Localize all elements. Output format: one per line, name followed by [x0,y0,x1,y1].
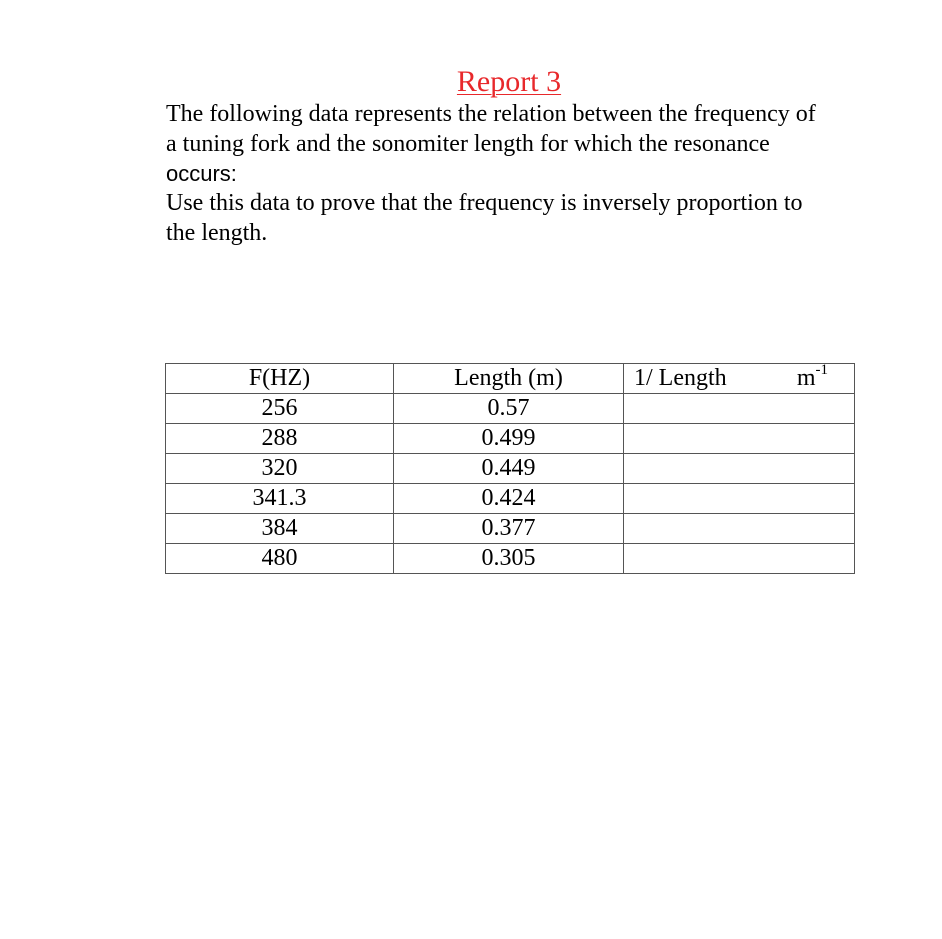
header-frequency: F(HZ) [166,364,394,394]
cell-length: 0.424 [394,484,624,514]
table-row [166,454,855,484]
intro-paragraph [166,100,866,189]
cell-inverse [624,544,855,574]
header-inverse-unit-exponent: -1 [815,362,828,378]
intro-line-1: The following data represents the relation between the frequency of [166,101,816,127]
cell-length: 0.449 [394,454,624,484]
cell-inverse [624,484,855,514]
task-line-1: Use this data to prove that the frequency is inversely proportion to [166,190,803,216]
header-inverse-unit-base: m [796,365,816,391]
cell-length: 0.499 [394,424,624,454]
table-row [166,484,855,514]
header-inverse-length [624,364,855,394]
cell-frequency: 341.3 [166,484,394,514]
cell-inverse [624,394,855,424]
header-length: Length (m) [394,364,624,394]
cell-frequency: 256 [166,394,394,424]
cell-length: 0.57 [394,394,624,424]
table-row [166,424,855,454]
table-row [166,514,855,544]
cell-frequency: 288 [166,424,394,454]
cell-frequency: 320 [166,454,394,484]
cell-length: 0.305 [394,544,624,574]
table-row [166,394,855,424]
cell-inverse [624,424,855,454]
report-title: Report 3 [456,65,562,98]
task-line-2: the length. [166,219,268,246]
header-inverse-unit [797,364,828,393]
header-inverse-label: 1/ Length [634,365,727,391]
intro-line-3: occurs: [166,161,237,186]
cell-inverse [624,514,855,544]
cell-length: 0.377 [394,514,624,544]
cell-frequency: 480 [166,544,394,574]
intro-line-2: a tuning fork and the sonomiter length for which the resonance [166,130,770,157]
table-row [166,544,855,574]
cell-frequency: 384 [166,514,394,544]
task-paragraph [166,189,866,248]
cell-inverse [624,454,855,484]
table-header-row [166,364,855,394]
frequency-length-table [165,363,855,574]
